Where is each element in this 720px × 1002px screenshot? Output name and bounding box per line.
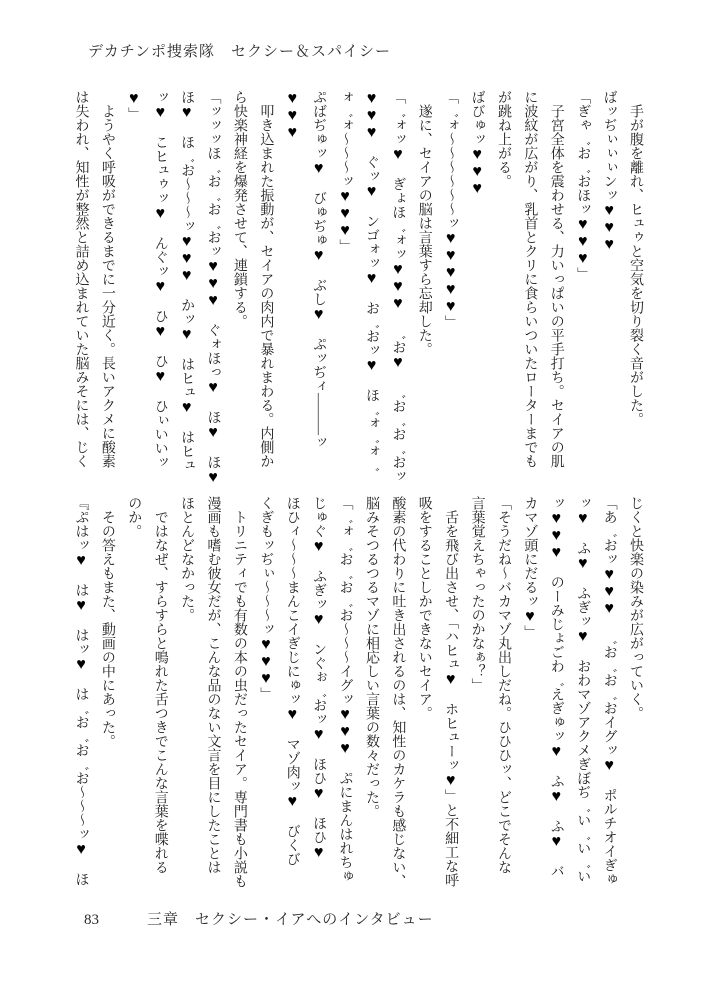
heart-symbol: ♥ (72, 656, 90, 673)
heart-symbol: ♥ (151, 323, 169, 340)
text-line: 「゛ォ゛お゛お゛お～～～イグッ♥♥♥ ぷにまんはれちゅ (336, 496, 354, 883)
heart-symbol: ♥ (257, 653, 275, 670)
heart-symbol: ♥ (442, 281, 460, 298)
text-line: が跳ね上がる。 (495, 90, 511, 188)
heart-symbol: ♥ (204, 275, 222, 292)
heart-symbol: ♥ (600, 236, 618, 253)
heart-symbol: ♥ (442, 671, 460, 688)
heart-symbol: ♥ (178, 326, 196, 343)
text-line: 叩き込まれた振動が、セイアの肉内で暴れまわる。内側か (258, 90, 274, 468)
heart-symbol: ♥ (468, 146, 486, 163)
heart-symbol: ♥ (178, 233, 196, 250)
text-line: ♥♥♥ ぐッ♥ ンゴォッ♥ お゛おッ♥ ほ゛ォ゛ォ゛ (362, 90, 380, 472)
heart-symbol: ♥ (547, 788, 565, 805)
heart-symbol: ♥ (547, 527, 565, 544)
heart-symbol: ♥ (178, 250, 196, 267)
heart-symbol: ♥ (389, 354, 407, 371)
text-line: ッ♥♥♥ のーみじょごわ゛えぎゅッ♥ ふ♥ ふ♥ バ (547, 496, 565, 878)
heart-symbol: ♥ (442, 247, 460, 264)
heart-symbol: ♥ (468, 163, 486, 180)
heart-symbol: ♥ (521, 608, 539, 625)
text-line: ばッぢぃぃぃンッ♥♥♥ (600, 90, 618, 253)
text-line: 「゛ォ～～～～～～ッ♥♥♥♥♥」 (442, 90, 460, 329)
text-line: ではなぜ、すらすらと鳴れた舌つきでこんな言葉を喋れる (152, 496, 168, 874)
chapter-title: 三章 セクシー・イアへのインタビュー (147, 912, 434, 928)
text-block-bottom (60, 496, 648, 894)
heart-symbol: ♥ (204, 258, 222, 275)
heart-symbol: ♥ (389, 146, 407, 163)
heart-symbol: ♥ (310, 538, 328, 555)
heart-symbol: ♥ (574, 555, 592, 572)
heart-symbol: ♥ (600, 202, 618, 219)
heart-symbol: ♥ (336, 723, 354, 740)
heart-symbol: ♥ (178, 104, 196, 121)
heart-symbol: ♥ (336, 188, 354, 205)
running-head-title: デカチンポ捜索隊 セクシー＆スパイシー (88, 44, 391, 60)
text-line: その答えもまた、動画の中にあった。 (99, 496, 115, 748)
text-line: 舌を飛び出させ、「ハヒュ♥ ホヒューッ♥」と不細工な呼 (442, 496, 460, 887)
heart-symbol: ♥ (336, 740, 354, 757)
heart-symbol: ♥ (442, 230, 460, 247)
heart-symbol: ♥ (283, 706, 301, 723)
text-line: ほひィ～～～まんこイぎじにゅッ♥ マゾ肉ッ♥ びくび (283, 496, 301, 866)
heart-symbol: ♥ (178, 399, 196, 416)
heart-symbol: ♥ (310, 844, 328, 861)
heart-symbol: ♥ (257, 670, 275, 687)
heart-symbol: ♥ (310, 785, 328, 802)
heart-symbol: ♥ (283, 793, 301, 810)
heart-symbol: ♥ (151, 278, 169, 295)
text-line: トリニティでも有数の本の虫だったセイア。専門書も小説も (231, 496, 247, 888)
text-line: ッ♥ ふ♥ ふぎッ♥ おわマゾアクメぎぼぢ゛い゛い゛い (574, 496, 592, 883)
heart-symbol: ♥ (362, 183, 380, 200)
heart-symbol: ♥ (547, 833, 565, 850)
text-line: 遂に、セイアの脳は言葉すら忘却した。 (416, 90, 432, 356)
text-line: 吸をすることしかできないセイア。 (416, 496, 432, 720)
text-line: 「ぎゃ゛お゛おほッ♥♥♥」 (574, 90, 592, 281)
heart-symbol: ♥ (336, 706, 354, 723)
heart-symbol: ♥ (204, 424, 222, 441)
heart-symbol: ♥ (600, 219, 618, 236)
heart-symbol: ♥ (151, 104, 169, 121)
heart-symbol: ♥ (600, 583, 618, 600)
heart-symbol: ♥ (442, 264, 460, 281)
text-line: 『ぷはッ♥ は♥ はッ♥ は゛お゛お゛お～～～ッ♥ ほ (72, 496, 90, 886)
heart-symbol: ♥ (125, 90, 143, 107)
heart-symbol: ♥ (389, 261, 407, 278)
heart-symbol: ♥ (151, 368, 169, 385)
heart-symbol: ♥ (600, 566, 618, 583)
heart-symbol: ♥ (283, 107, 301, 124)
heart-symbol: ♥ (547, 510, 565, 527)
text-line: 言葉覚えちゃったのかなぁ？」 (469, 496, 485, 692)
text-line: 「゛ォッ♥ ぎょほ゛ォッ♥♥♥ ゛お♥ ゛お゛お゛おッ (389, 90, 407, 483)
heart-symbol: ♥ (574, 233, 592, 250)
text-line: カマゾ頭にだるッ♥」 (521, 496, 539, 639)
heart-symbol: ♥ (600, 757, 618, 774)
heart-symbol: ♥ (310, 611, 328, 628)
heart-symbol: ♥ (257, 636, 275, 653)
heart-symbol: ♥ (72, 552, 90, 569)
text-line: 手が腹を離れ、ヒュゥと空気を切り裂く音がした。 (628, 90, 643, 426)
heart-symbol: ♥ (362, 270, 380, 287)
text-line: じゅぐ♥ ふぎッ♥ ンぐぉ゛おッ♥ ほひ♥ ほひ♥ (310, 496, 328, 861)
heart-symbol: ♥ (283, 124, 301, 141)
text-line: 酸素の代わりに吐き出されるのは、知性のカケラも感じない、 (390, 496, 406, 888)
heart-symbol: ♥ (574, 250, 592, 267)
page-footer (84, 908, 434, 929)
text-line (278, 90, 304, 488)
heart-symbol: ♥ (574, 628, 592, 645)
heart-symbol: ♥ (72, 597, 90, 614)
text-line: は失われ、知性が整然と詰め込まれていた脳みそには、じく (73, 90, 89, 468)
text-block-top (60, 90, 648, 488)
text-line: 「ッッッほ゛お゛お゛おッ♥♥♥ ぐォほっ♥ ほ♥ ほ♥ (204, 90, 222, 486)
heart-symbol: ♥ (389, 295, 407, 312)
text-line: ォ゛ォ～～～ッ♥♥♥」 (336, 90, 354, 253)
heart-symbol: ♥ (336, 222, 354, 239)
text-line: ほとんどなかった。 (179, 496, 195, 622)
heart-symbol: ♥ (442, 772, 460, 789)
heart-symbol: ♥ (574, 510, 592, 527)
heart-symbol: ♥ (310, 306, 328, 323)
text-line: 子宮全体を震わせる、力いっぱいの平手打ち。セイアの肌 (548, 90, 564, 468)
text-line: ッ♥ こヒュゥッ♥ んぐッ♥ ひ♥ ひ♥ ひぃいいッ (151, 90, 169, 469)
text-line: くぎもッぢぃ～～～ッ♥♥♥」 (257, 496, 275, 701)
text-line: 脳みそつるつるマゾに相応しい言葉の数々だった。 (363, 496, 379, 818)
heart-symbol: ♥ (178, 267, 196, 284)
text-line: ほ♥ ほ゛お～～～ッ♥♥♥ かッ♥ はヒュ♥ はヒュ (178, 90, 196, 472)
text-line: に波紋が広がり、乳首とクリに食らいついたローターまでも (522, 90, 538, 468)
heart-symbol: ♥ (362, 124, 380, 141)
heart-symbol: ♥ (547, 544, 565, 561)
heart-symbol: ♥ (283, 90, 301, 107)
heart-symbol: ♥ (362, 90, 380, 107)
heart-symbol: ♥ (204, 292, 222, 309)
heart-symbol: ♥ (204, 469, 222, 486)
heart-symbol: ♥ (442, 298, 460, 315)
heart-symbol: ♥ (362, 357, 380, 374)
heart-symbol: ♥ (204, 379, 222, 396)
heart-symbol: ♥ (336, 205, 354, 222)
heart-symbol: ♥ (547, 743, 565, 760)
heart-symbol: ♥ (310, 247, 328, 264)
text-line: ばびゅッ♥♥♥ (468, 90, 486, 197)
text-line: 「あ゛おッ♥♥♥ ゛お゛お゛おイグッ♥ ポルチオイぎゅ (600, 496, 618, 886)
heart-symbol: ♥ (310, 160, 328, 177)
text-line: 漫画も嗜む彼女だが、こんな品のない文言を目にしたことは (205, 496, 221, 874)
text-line: ♥」 (125, 90, 143, 121)
heart-symbol: ♥ (310, 726, 328, 743)
heart-symbol: ♥ (362, 107, 380, 124)
heart-symbol: ♥ (574, 216, 592, 233)
text-line: のか。 (126, 496, 142, 538)
page-number: 83 (84, 912, 99, 928)
heart-symbol: ♥ (468, 180, 486, 197)
text-line: 「そうだね～バカマゾ丸出しだね。ひひひッ、どこでそんな (495, 496, 511, 874)
text-line: じくと快楽の染みが広がっていく。 (628, 496, 643, 720)
text-line: ら快楽神経を爆発させて、連鎖する。 (231, 90, 247, 328)
heart-symbol: ♥ (72, 841, 90, 858)
heart-symbol: ♥ (600, 600, 618, 617)
text-line: ようやく呼吸ができるまでに一分近く。長いアクメに酸素 (99, 90, 115, 468)
text-line: ぷばぢゅッ♥ びゅぢゅ♥ ぶし♥ ぷッぢィ―――ッ (310, 90, 328, 449)
heart-symbol: ♥ (389, 278, 407, 295)
heart-symbol: ♥ (151, 205, 169, 222)
